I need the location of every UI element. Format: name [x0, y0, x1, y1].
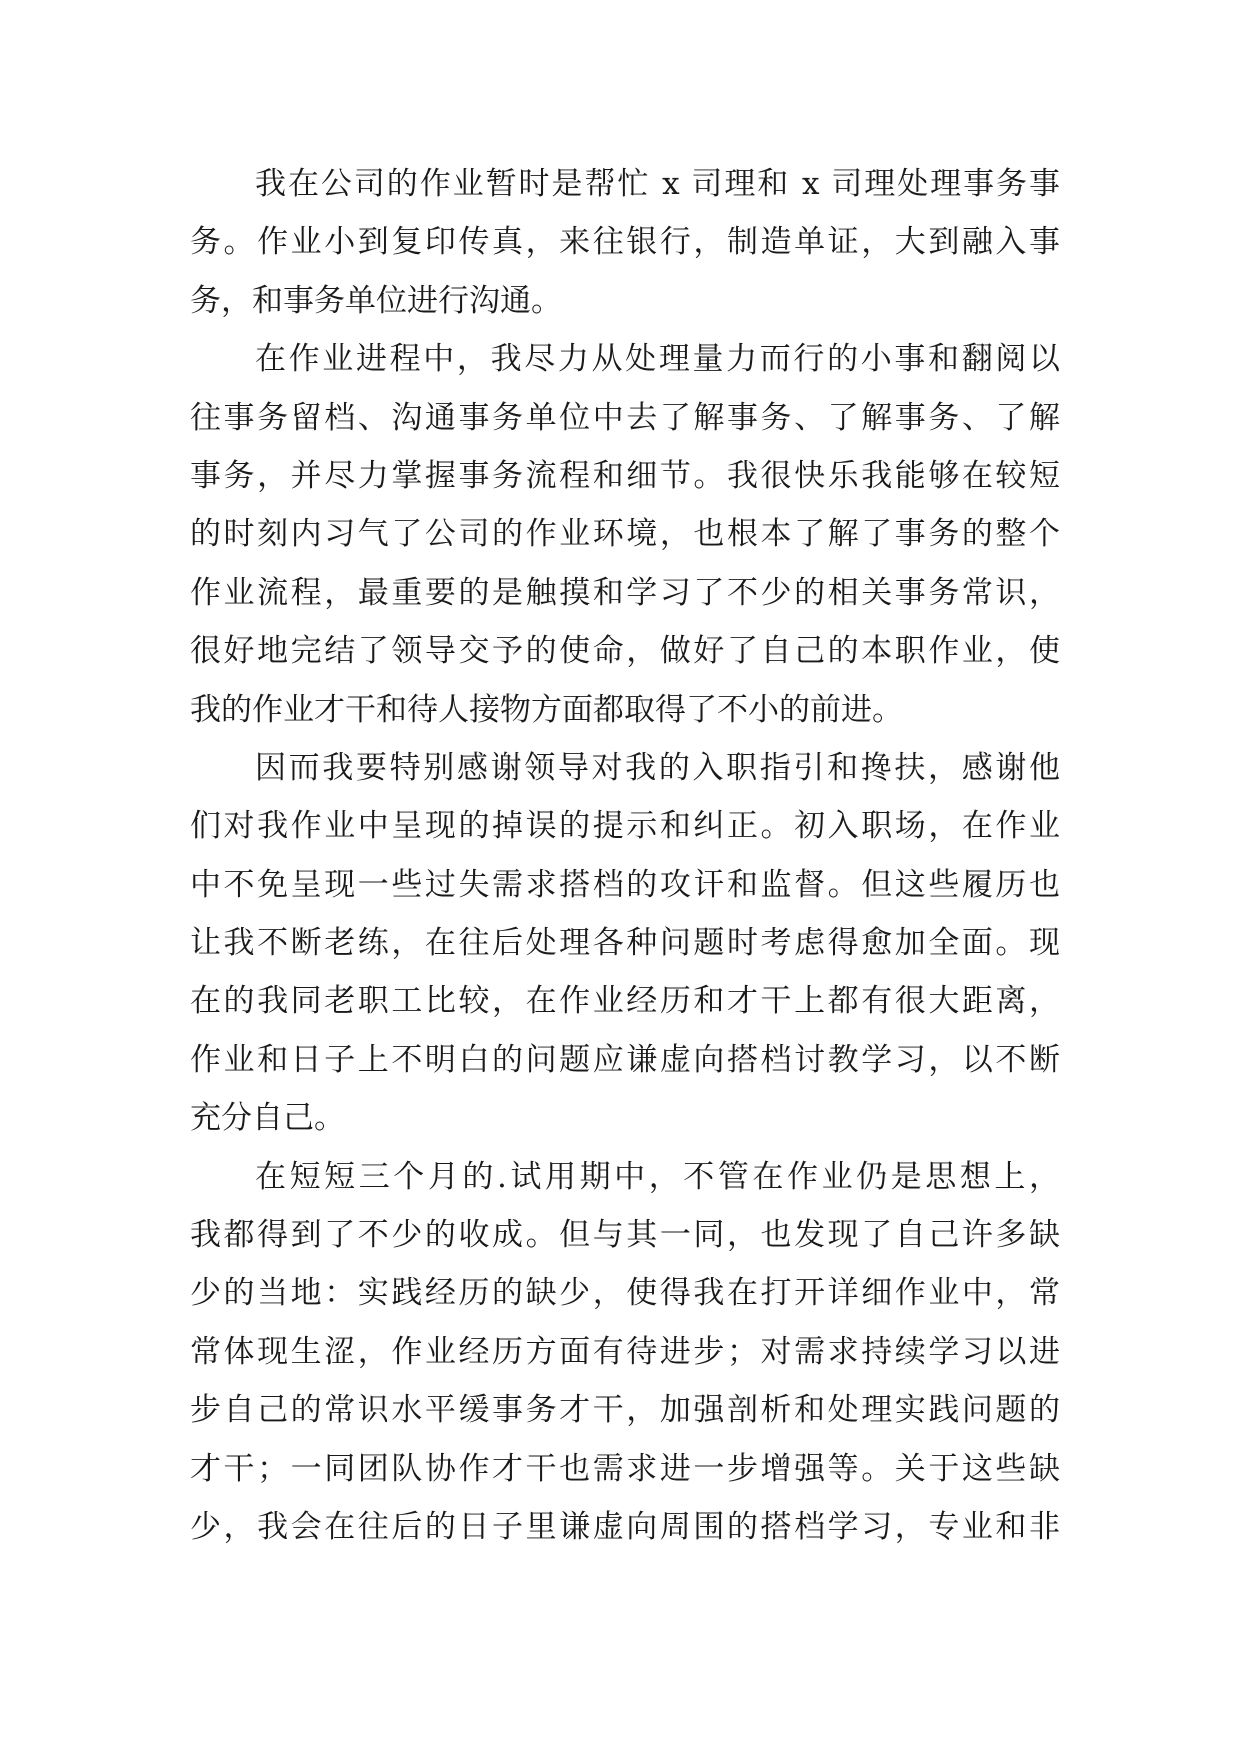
- text-line: 我在公司的作业暂时是帮忙 x 司理和 x 司理处理事务事: [255, 166, 1060, 202]
- text-line: 务，和事务单位进行沟通。: [190, 282, 562, 319]
- text-line: 步自己的常识水平缓事务才干，加强剖析和处理实践问题的: [190, 1392, 1060, 1429]
- text-line: 因而我要特别感谢领导对我的入职指引和搀扶，感谢他: [255, 749, 1060, 786]
- text-line: 在的我同老职工比较，在作业经历和才干上都有很大距离，: [190, 983, 1060, 1020]
- text-line: 往事务留档、沟通事务单位中去了解事务、了解事务、了解: [190, 399, 1060, 436]
- text-line: 我都得到了不少的收成。但与其一同，也发现了自己许多缺: [190, 1217, 1060, 1254]
- text-line: 才干；一同团队协作才干也需求进一步增强等。关于这些缺: [190, 1450, 1060, 1487]
- text-line: 充分自己。: [190, 1100, 345, 1137]
- text-line: 作业流程，最重要的是触摸和学习了不少的相关事务常识，: [190, 574, 1060, 611]
- text-line: 在短短三个月的.试用期中，不管在作业仍是思想上，: [255, 1158, 1060, 1195]
- text-line: 常体现生涩，作业经历方面有待进步；对需求持续学习以进: [190, 1333, 1060, 1370]
- document-body: [190, 155, 1060, 1556]
- text-line: 中不免呈现一些过失需求搭档的攻讦和监督。但这些履历也: [190, 866, 1060, 903]
- text-line: 让我不断老练，在往后处理各种问题时考虑得愈加全面。现: [190, 925, 1060, 962]
- text-line: 务。作业小到复印传真，来往银行，制造单证，大到融入事: [190, 224, 1060, 261]
- text-line: 作业和日子上不明白的问题应谦虚向搭档讨教学习，以不断: [190, 1041, 1060, 1078]
- text-line: 们对我作业中呈现的掉误的提示和纠正。初入职场，在作业: [190, 808, 1060, 845]
- text-line: 少，我会在往后的日子里谦虚向周围的搭档学习，专业和非: [190, 1508, 1060, 1545]
- text-line: 事务，并尽力掌握事务流程和细节。我很快乐我能够在较短: [190, 457, 1060, 494]
- text-line: 的时刻内习气了公司的作业环境，也根本了解了事务的整个: [190, 516, 1060, 553]
- text-line: 很好地完结了领导交予的使命，做好了自己的本职作业，使: [190, 633, 1060, 670]
- text-line: 我的作业才干和待人接物方面都取得了不小的前进。: [190, 691, 903, 728]
- text-line: 少的当地：实践经历的缺少，使得我在打开详细作业中，常: [190, 1275, 1060, 1312]
- text-line: 在作业进程中，我尽力从处理量力而行的小事和翻阅以: [255, 341, 1060, 378]
